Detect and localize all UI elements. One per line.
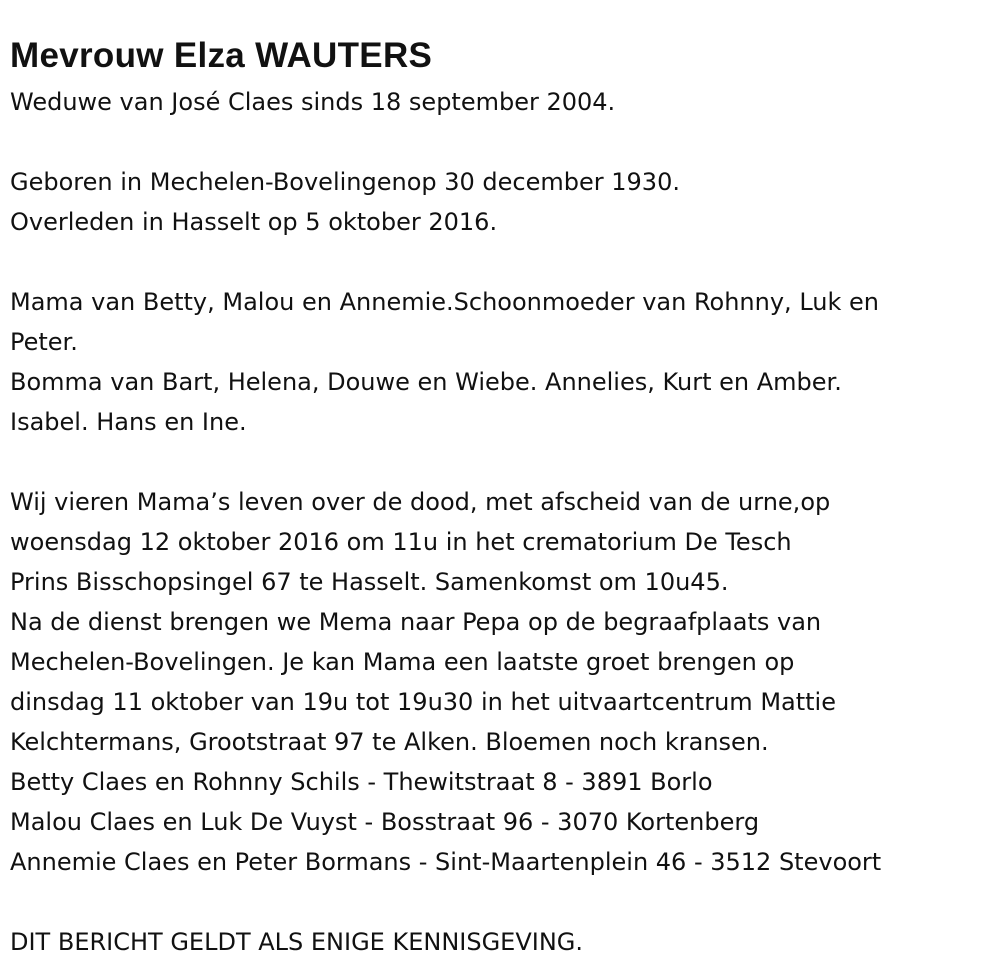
service-line: Kelchtermans, Grootstraat 97 te Alken. Bloemen noch kransen. bbox=[10, 728, 769, 756]
widow-line: Weduwe van José Claes sinds 18 september 2004. bbox=[10, 88, 616, 116]
closing-line: DIT BERICHT GELDT ALS ENIGE KENNISGEVING. bbox=[10, 928, 584, 956]
service-line: woensdag 12 oktober 2016 om 11u in het crematorium De Tesch bbox=[10, 528, 792, 556]
service-paragraph bbox=[10, 482, 995, 882]
death-line: Overleden in Hasselt op 5 oktober 2016. bbox=[10, 208, 498, 236]
family-paragraph bbox=[10, 282, 995, 442]
paragraph-gap bbox=[10, 442, 995, 482]
family-line: Mama van Betty, Malou en Annemie.Schoonmoeder van Rohnny, Luk en bbox=[10, 288, 879, 316]
paragraph-gap bbox=[10, 242, 995, 282]
service-line: dinsdag 11 oktober van 19u tot 19u30 in het uitvaartcentrum Mattie bbox=[10, 688, 836, 716]
family-address-line: Betty Claes en Rohnny Schils - Thewitstraat 8 - 3891 Borlo bbox=[10, 768, 713, 796]
family-line: Peter. bbox=[10, 328, 78, 356]
paragraph-gap bbox=[10, 882, 995, 922]
paragraph-gap bbox=[10, 122, 995, 162]
service-line: Mechelen-Bovelingen. Je kan Mama een laatste groet brengen op bbox=[10, 648, 795, 676]
family-line: Isabel. Hans en Ine. bbox=[10, 408, 247, 436]
family-address-line: Malou Claes en Luk De Vuyst - Bosstraat 96 - 3070 Kortenberg bbox=[10, 808, 760, 836]
deceased-name-title: Mevrouw Elza WAUTERS bbox=[10, 36, 433, 75]
birth-line: Geboren in Mechelen-Bovelingenop 30 december 1930. bbox=[10, 168, 680, 196]
obituary-notice bbox=[10, 30, 995, 962]
family-address-line: Annemie Claes en Peter Bormans - Sint-Maartenplein 46 - 3512 Stevoort bbox=[10, 848, 882, 876]
family-line: Bomma van Bart, Helena, Douwe en Wiebe. Annelies, Kurt en Amber. bbox=[10, 368, 842, 396]
service-line: Na de dienst brengen we Mema naar Pepa op de begraafplaats van bbox=[10, 608, 822, 636]
service-line: Wij vieren Mama’s leven over de dood, met afscheid van de urne,op bbox=[10, 488, 831, 516]
service-line: Prins Bisschopsingel 67 te Hasselt. Samenkomst om 10u45. bbox=[10, 568, 729, 596]
